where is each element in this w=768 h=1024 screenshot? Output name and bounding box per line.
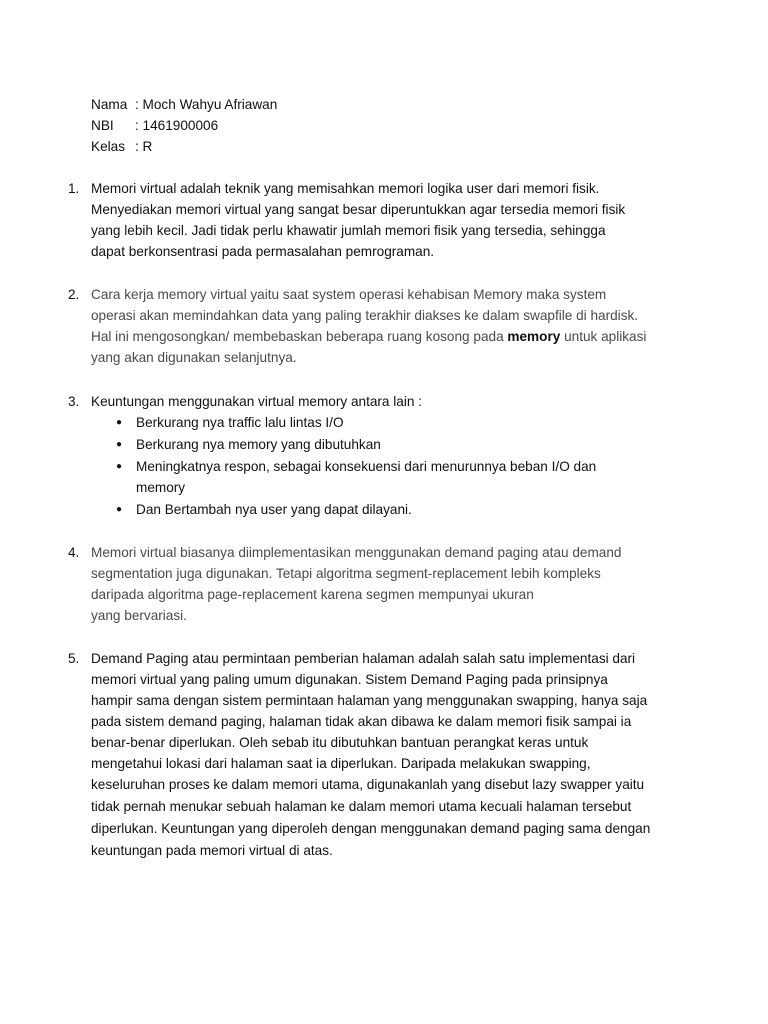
q3-bullet-item: Berkurang nya memory yang dibutuhkan — [136, 437, 381, 452]
q4-line: daripada algoritma page-replacement karena segmen mempunyai ukuran — [91, 587, 534, 602]
nbi-label: NBI — [91, 118, 114, 133]
q2-number: 2. — [68, 287, 80, 302]
q5-number: 5. — [68, 651, 80, 666]
q1-number: 1. — [68, 181, 80, 196]
q3-bullet-item: Berkurang nya traffic lalu lintas I/O — [136, 415, 344, 430]
q5-line: benar-benar diperlukan. Oleh sebab itu dibutuhkan bantuan perangkat keras untuk — [91, 735, 589, 750]
q1-line: Menyediakan memori virtual yang sangat besar diperuntukkan agar tersedia memori fisik — [91, 202, 626, 217]
q4-line: yang bervariasi. — [91, 608, 187, 623]
q4-number: 4. — [68, 545, 80, 560]
q3-intro: Keuntungan menggunakan virtual memory antara lain : — [91, 394, 422, 409]
nama-label: Nama — [91, 97, 128, 112]
q2-line-with-bold — [91, 326, 646, 347]
q4-line: segmentation juga digunakan. Tetapi algoritma segment-replacement lebih kompleks — [91, 566, 601, 581]
bullet-icon: ● — [116, 504, 123, 515]
kelas-label: Kelas — [91, 139, 126, 154]
nbi-value: : 1461900006 — [135, 118, 219, 133]
q3-bullet-item-continuation: memory — [136, 480, 186, 495]
q2-bold-memory: memory — [507, 329, 561, 344]
q5-line: mengetahui lokasi dari halaman saat ia diperlukan. Daripada melakukan swapping, — [91, 756, 591, 771]
q5-line: tidak pernah menukar sebuah halaman ke dalam memori utama kecuali halaman tersebut — [91, 799, 632, 814]
q5-line: pada sistem demand paging, halaman tidak akan dibawa ke dalam memori fisik sampai ia — [91, 714, 632, 729]
bullet-icon: ● — [116, 439, 123, 450]
q5-line: diperlukan. Keuntungan yang diperoleh dengan menggunakan demand paging sama dengan — [91, 821, 651, 836]
q5-line: memori virtual yang paling umum digunakan. Sistem Demand Paging pada prinsipnya — [91, 672, 608, 687]
q2-line-end: untuk aplikasi — [560, 329, 647, 344]
q4-line: Memori virtual biasanya diimplementasikan menggunakan demand paging atau demand — [91, 545, 622, 560]
q3-bullet-item: Meningkatnya respon, sebagai konsekuensi dari menurunnya beban I/O dan — [136, 459, 597, 474]
bullet-icon: ● — [116, 417, 123, 428]
bullet-icon: ● — [116, 461, 123, 472]
q2-line: yang akan digunakan selanjutnya. — [91, 350, 297, 365]
q3-number: 3. — [68, 394, 80, 409]
nama-value: : Moch Wahyu Afriawan — [135, 97, 278, 112]
q5-line: keseluruhan proses ke dalam memori utama, digunakanlah yang disebut lazy swapper yaitu — [91, 777, 645, 792]
q1-line: dapat berkonsentrasi pada permasalahan pemrograman. — [91, 244, 435, 259]
q2-line: Cara kerja memory virtual yaitu saat system operasi kehabisan Memory maka system — [91, 287, 607, 302]
q5-line: Demand Paging atau permintaan pemberian halaman adalah salah satu implementasi dari — [91, 651, 636, 666]
q5-line: hampir sama dengan sistem permintaan halaman yang menggunakan swapping, hanya saja — [91, 693, 648, 708]
q2-line: operasi akan memindahkan data yang paling terakhir diakses ke dalam swapfile di hardisk. — [91, 308, 639, 323]
q1-line: yang lebih kecil. Jadi tidak perlu khawatir jumlah memori fisik yang tersedia, sehingga — [91, 223, 606, 238]
kelas-value: : R — [135, 139, 153, 154]
q3-bullet-item: Dan Bertambah nya user yang dapat dilayani. — [136, 502, 412, 517]
q2-line-start: Hal ini mengosongkan/ membebaskan beberapa ruang kosong pada — [91, 329, 508, 344]
q5-line: keuntungan pada memori virtual di atas. — [91, 843, 333, 858]
q1-line: Memori virtual adalah teknik yang memisahkan memori logika user dari memori fisik. — [91, 181, 600, 196]
